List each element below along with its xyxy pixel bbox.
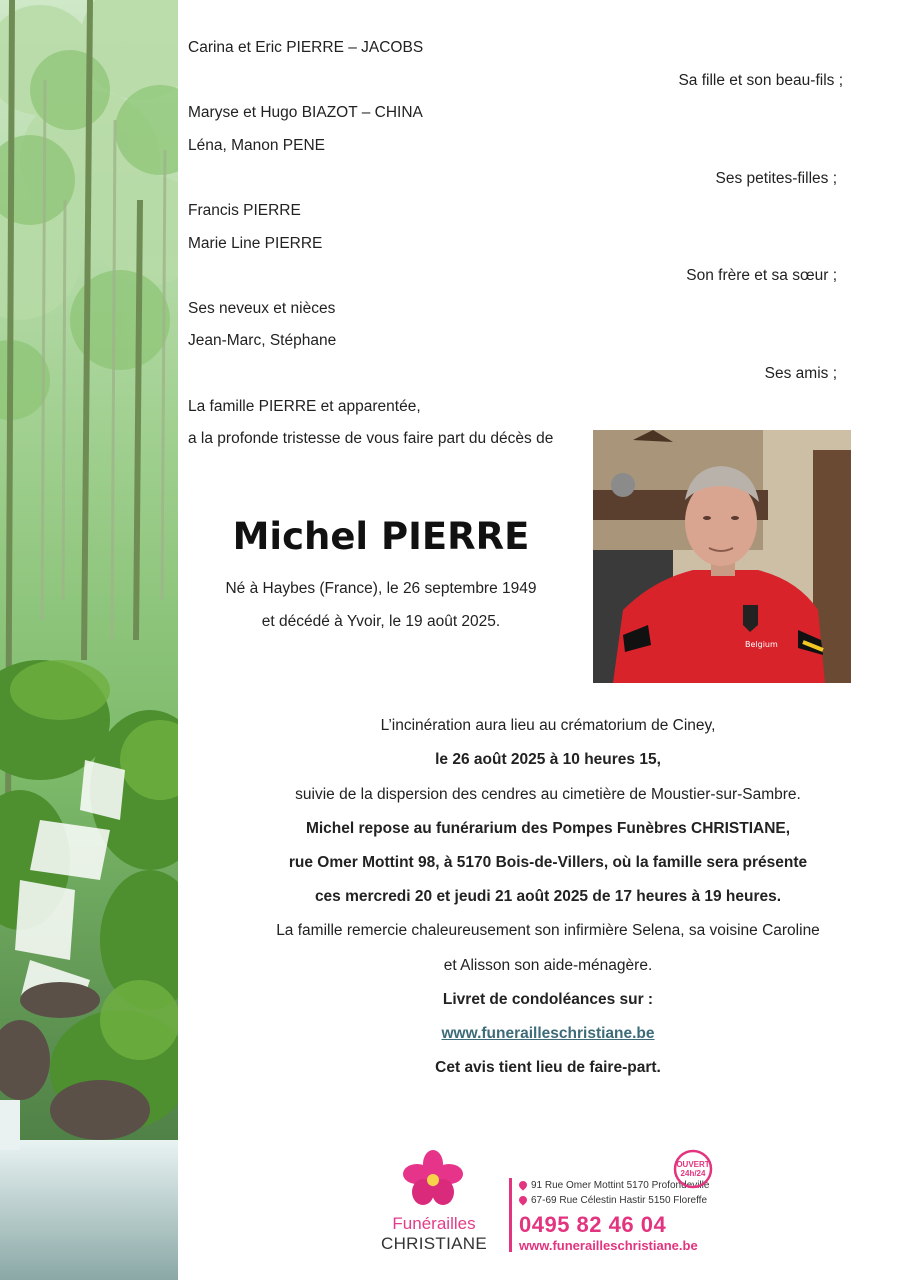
family-role: Ses amis ; (764, 365, 837, 382)
ceremony-date: le 26 août 2025 à 10 heures 15, (435, 751, 661, 768)
family-role: Ses petites-filles ; (715, 170, 837, 187)
footer-website[interactable]: www.funerailleschristiane.be (519, 1238, 698, 1253)
shirt-text: Belgium (745, 640, 778, 649)
family-role: Son frère et sa sœur ; (686, 267, 837, 284)
thanks-line: La famille remercie chaleureusement son infirmière Selena, sa voisine Caroline (276, 922, 820, 939)
family-line: Maryse et Hugo BIAZOT – CHINA (188, 104, 423, 121)
family-role: Sa fille et son beau-fils ; (678, 72, 843, 89)
family-line: Léna, Manon PENE (188, 137, 326, 154)
badge-line2: 24h/24 (680, 1169, 706, 1178)
funerarium-address: rue Omer Mottint 98, à 5170 Bois-de-Villers, où la famille sera présente (288, 854, 808, 871)
family-line: Jean-Marc, Stéphane (188, 332, 337, 349)
condolences-link-wrap (178, 1024, 905, 1044)
announcement-line: a la profonde tristesse de vous faire part du décès de (188, 430, 554, 447)
ceremony-line: L’incinération aura lieu au crématorium de Ciney, (380, 717, 716, 734)
location-pin-icon (517, 1195, 528, 1206)
location-pin-icon (517, 1180, 528, 1191)
address-2-text: 67-69 Rue Célestin Hastir 5150 Floreffe (531, 1195, 708, 1206)
notice-line: Cet avis tient lieu de faire-part. (435, 1059, 661, 1076)
family-line: Francis PIERRE (188, 202, 301, 219)
open-24h-badge-icon (672, 1148, 714, 1190)
funerarium-line: Michel repose au funérarium des Pompes Funèbres CHRISTIANE, (305, 820, 791, 837)
brand-name-line1: Funérailles (392, 1214, 476, 1233)
family-line: Marie Line PIERRE (188, 235, 323, 252)
brand-name-line2: CHRISTIANE (381, 1234, 487, 1253)
deceased-name: Michel PIERRE (232, 515, 530, 558)
ceremony-line: suivie de la dispersion des cendres au cimetière de Moustier-sur-Sambre. (295, 786, 801, 803)
thanks-line: et Alisson son aide-ménagère. (443, 957, 653, 974)
family-line: Carina et Eric PIERRE – JACOBS (188, 39, 424, 56)
address-2 (519, 1195, 707, 1206)
family-line: Ses neveux et nièces (188, 300, 336, 317)
badge-line1: OUVERT (676, 1160, 710, 1169)
condolences-link[interactable]: www.funerailleschristiane.be (441, 1025, 655, 1042)
forest-waterfall-image (0, 0, 178, 1280)
death-info: et décédé à Yvoir, le 19 août 2025. (261, 613, 501, 630)
portrait-photo (593, 430, 851, 683)
visiting-hours: ces mercredi 20 et jeudi 21 août 2025 de 17 heures à 19 heures. (314, 888, 782, 905)
obituary-notice (178, 0, 905, 1280)
condolences-label: Livret de condoléances sur : (442, 991, 654, 1008)
footer-divider (509, 1178, 512, 1252)
phone-number[interactable]: 0495 82 46 04 (519, 1212, 667, 1237)
family-line: La famille PIERRE et apparentée, (188, 398, 421, 415)
birth-info: Né à Haybes (France), le 26 septembre 1949 (225, 580, 537, 597)
address-1-text: 91 Rue Omer Mottint 5170 Profondeville (531, 1180, 710, 1191)
